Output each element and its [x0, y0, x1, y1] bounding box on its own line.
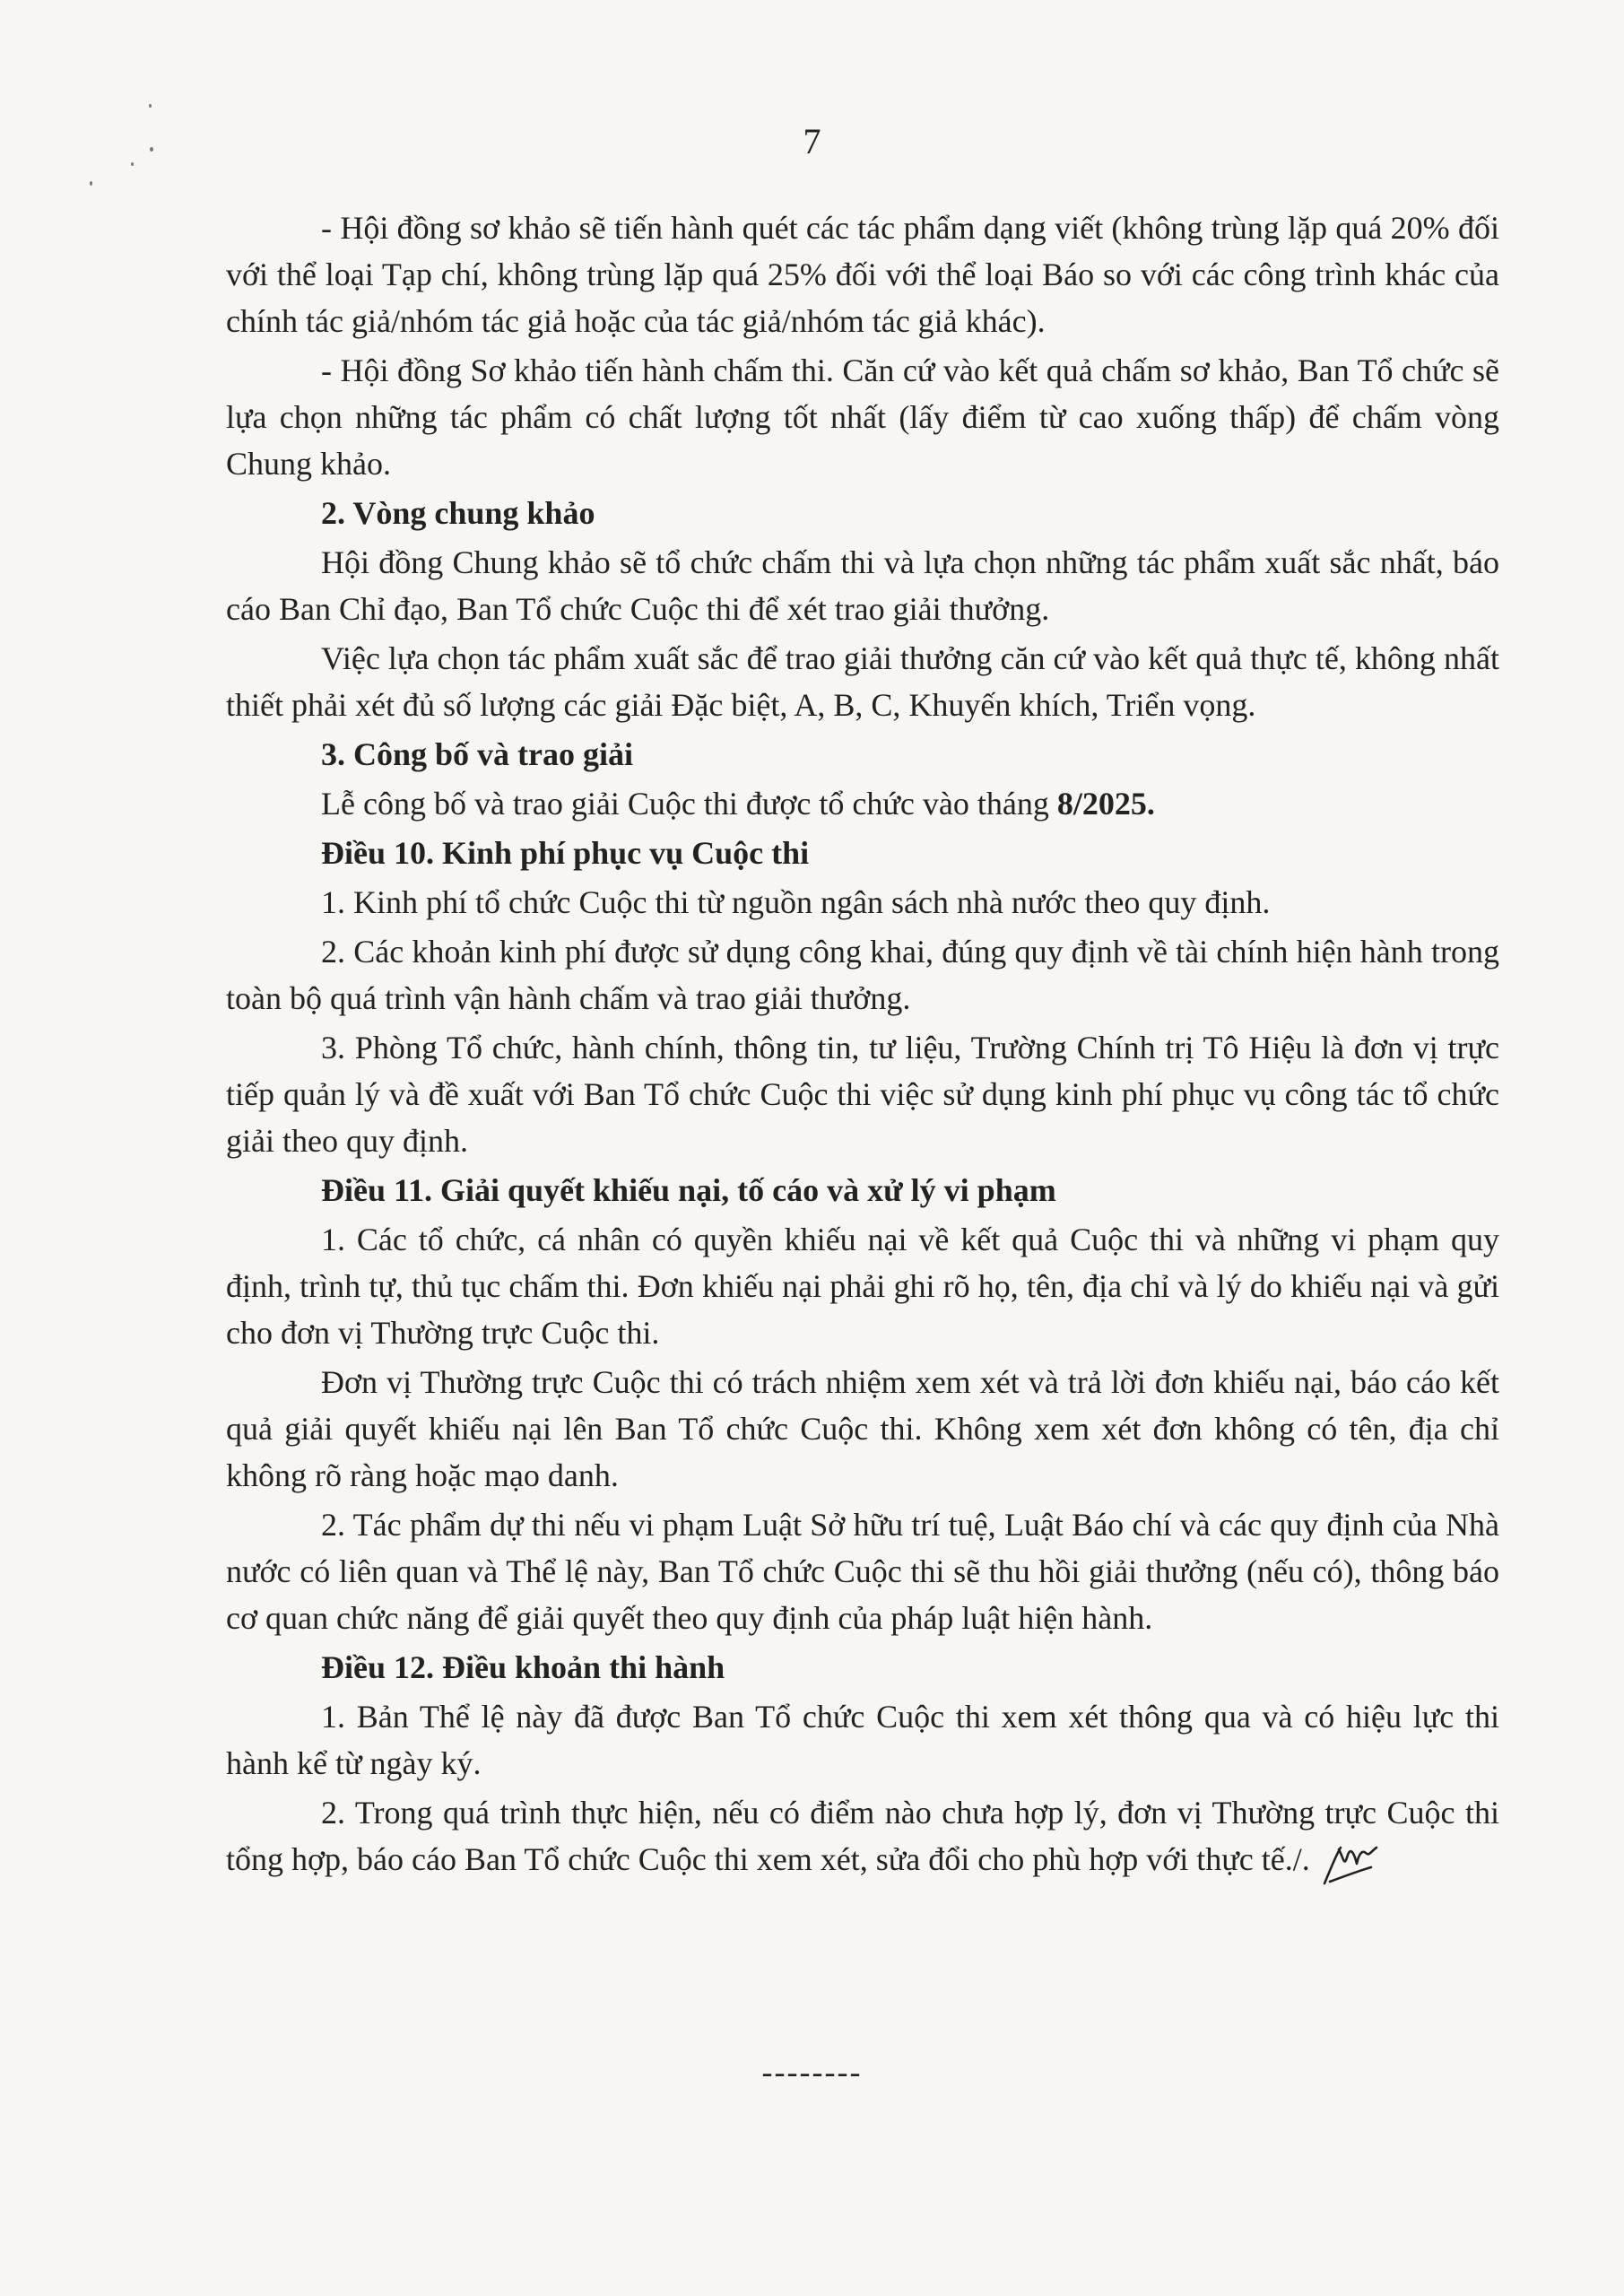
scan-speck	[90, 181, 92, 186]
paragraph-award-selection: Việc lựa chọn tác phẩm xuất sắc để trao giải thưởng căn cứ vào kết quả thực tế, không nhất thiết phải xét đủ số lượng các giải Đặc biệt, A, B, C, Khuyến khích, Triển vọng.	[226, 640, 1499, 723]
paragraph-funding-source: 1. Kinh phí tổ chức Cuộc thi từ nguồn ngân sách nhà nước theo quy định.	[321, 884, 1271, 920]
heading-article-10: Điều 10. Kinh phí phục vụ Cuộc thi	[321, 835, 810, 871]
amendments-text: 2. Trong quá trình thực hiện, nếu có điểm nào chưa hợp lý, đơn vị Thường trực Cuộc thi tổng hợp, báo cáo Ban Tổ chức Cuộc thi xem xét, sửa đổi cho phù hợp với thực tế./.	[226, 1795, 1499, 1877]
ceremony-date: 8/2025.	[1056, 786, 1155, 822]
paragraph-funding-usage: 2. Các khoản kinh phí được sử dụng công khai, đúng quy định về tài chính hiện hành trong toàn bộ quá trình vận hành chấm và trao giải thưởng.	[226, 934, 1499, 1016]
heading-article-12: Điều 12. Điều khoản thi hành	[321, 1649, 725, 1685]
heading-final-round: 2. Vòng chung khảo	[321, 495, 595, 531]
paragraph-violations: 2. Tác phẩm dự thi nếu vi phạm Luật Sở hữu trí tuệ, Luật Báo chí và các quy định của Nhà nước có liên quan và Thể lệ này, Ban Tổ chức Cuộc thi sẽ thu hồi giải thưởng (nếu có), thông báo cơ quan chức năng để giải quyết theo quy định của pháp luật hiện hành.	[226, 1507, 1499, 1636]
ceremony-text: Lễ công bố và trao giải Cuộc thi được tổ chức vào tháng	[321, 786, 1057, 822]
paragraph-ceremony	[226, 780, 1499, 827]
scan-speck	[149, 104, 152, 108]
paragraph-amendments	[226, 1789, 1499, 1889]
page-number: 7	[803, 121, 821, 161]
paragraph-preliminary-grading: - Hội đồng Sơ khảo tiến hành chấm thi. Căn cứ vào kết quả chấm sơ khảo, Ban Tổ chức sẽ lựa chọn những tác phẩm có chất lượng tốt nhất (lấy điểm từ cao xuống thấp) để chấm vòng Chung khảo.	[226, 352, 1499, 482]
end-of-document-marker: --------	[761, 2054, 863, 2090]
paragraph-complaint-rights: 1. Các tổ chức, cá nhân có quyền khiếu nại về kết quả Cuộc thi và những vi phạm quy định, trình tự, thủ tục chấm thi. Đơn khiếu nại phải ghi rõ họ, tên, địa chỉ và lý do khiếu nại và gửi cho đơn vị Thường trực Cuộc thi.	[226, 1222, 1499, 1351]
document-body	[226, 204, 1499, 1892]
paragraph-plagiarism-scan: - Hội đồng sơ khảo sẽ tiến hành quét các tác phẩm dạng viết (không trùng lặp quá 20% đối với thể loại Tạp chí, không trùng lặp quá 25% đối với thể loại Báo so với các công trình khác của chính tác giả/nhóm tác giả hoặc của tác giả/nhóm tác giả khác).	[226, 210, 1499, 339]
paragraph-final-council: Hội đồng Chung khảo sẽ tổ chức chấm thi và lựa chọn những tác phẩm xuất sắc nhất, báo cáo Ban Chỉ đạo, Ban Tổ chức Cuộc thi để xét trao giải thưởng.	[226, 544, 1499, 627]
paragraph-effective-date: 1. Bản Thể lệ này đã được Ban Tổ chức Cuộc thi xem xét thông qua và có hiệu lực thi hành kể từ ngày ký.	[226, 1699, 1499, 1781]
initials-signature-icon	[1317, 1837, 1394, 1889]
paragraph-funding-management: 3. Phòng Tổ chức, hành chính, thông tin, tư liệu, Trường Chính trị Tô Hiệu là đơn vị trực tiếp quản lý và đề xuất với Ban Tổ chức Cuộc thi việc sử dụng kinh phí phục vụ công tác tổ chức giải theo quy định.	[226, 1030, 1499, 1159]
heading-article-11: Điều 11. Giải quyết khiếu nại, tố cáo và xử lý vi phạm	[321, 1172, 1056, 1208]
heading-announcement: 3. Công bố và trao giải	[321, 736, 634, 772]
paragraph-complaint-handling: Đơn vị Thường trực Cuộc thi có trách nhiệm xem xét và trả lời đơn khiếu nại, báo cáo kết quả giải quyết khiếu nại lên Ban Tổ chức Cuộc thi. Không xem xét đơn không có tên, địa chỉ không rõ ràng hoặc mạo danh.	[226, 1364, 1499, 1493]
